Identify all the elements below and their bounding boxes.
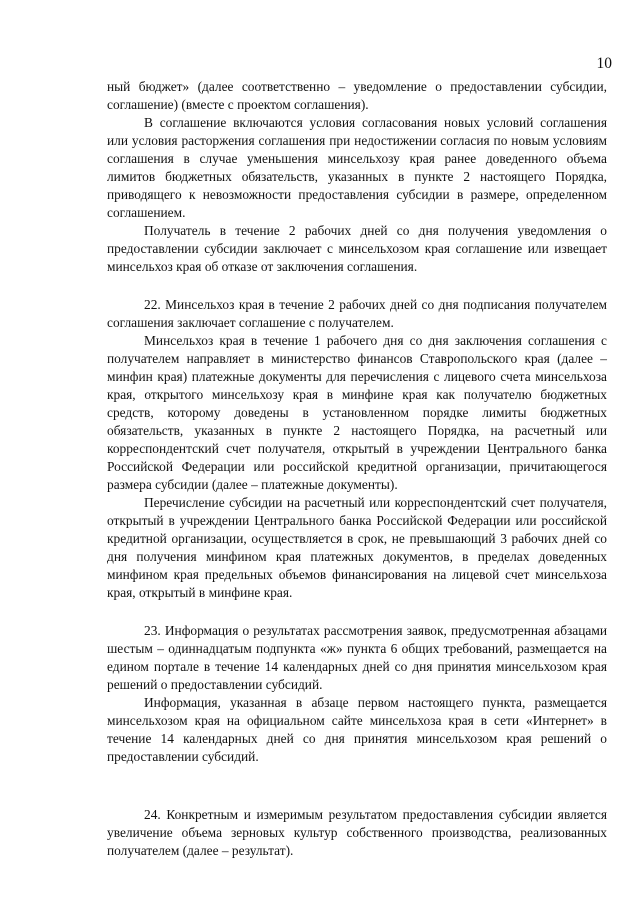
paragraph-agreement-conditions: В соглашение включаются условия согласования новых условий соглашения или условия расторжения соглашения при недостижении согласия по новым условиям соглашения в случае уменьшения минсельхозу края ранее доведенного объема лимитов бюджетных обязательств, указанных в пункте 2 настоящего Порядка, приводящего к невозможности предоставления субсидии в размере, определенном соглашением.	[107, 115, 607, 220]
document-body	[107, 78, 607, 860]
paragraph-clause-22: 22. Минсельхоз края в течение 2 рабочих дней со дня подписания получателем соглашения заключает соглашение с получателем.	[107, 297, 607, 330]
paragraph-clause-24: 24. Конкретным и измеримым результатом предоставления субсидии является увеличение объема зерновых культур собственного производства, реализованных получателем (далее – результат).	[107, 807, 607, 858]
paragraph-clause-23: 23. Информация о результатах рассмотрения заявок, предусмотренная абзацами шестым – одиннадцатым подпункта «ж» пункта 6 общих требований, размещается на едином портале в течение 14 календарных дней со дня принятия минсельхозом края решений о предоставлении субсидий.	[107, 623, 607, 692]
paragraph-information-posting: Информация, указанная в абзаце первом настоящего пункта, размещается минсельхозом края на официальном сайте минсельхоза края в сети «Интернет» в течение 14 календарных дней со дня принятия минсельхозом края решений о предоставлении субсидий.	[107, 695, 607, 764]
paragraph-payment-documents: Минсельхоз края в течение 1 рабочего дня со дня заключения соглашения с получателем направляет в министерство финансов Ставропольского края (далее – минфин края) платежные документы для перечисления с лицевого счета минсельхоза края, открытого минсельхозу края в минфине края как получателю бюджетных средств, которому доведены в установленном порядке лимиты бюджетных обязательств, указанных в пункте 2 настоящего Порядка, на расчетный или корреспондентский счет получателя, открытый в учреждении Центрального банка Российской Федерации или российской кредитной организации, причитающегося размера субсидии (далее – платежные документы).	[107, 333, 607, 492]
page-number: 10	[596, 55, 612, 72]
paragraph-recipient-agreement: Получатель в течение 2 рабочих дней со дня получения уведомления о предоставлении субсидии заключает с минсельхозом края соглашение или извещает минсельхоз края об отказе от заключения соглашения.	[107, 223, 607, 274]
paragraph-subsidy-transfer: Перечисление субсидии на расчетный или корреспондентский счет получателя, открытый в учреждении Центрального банка Российской Федерации или российской кредитной организации, осуществляется в срок, не превышающий 3 рабочих дней со дня получения минфином края платежных документов, в пределах доведенных минфином края предельных объемов финансирования на лицевой счет минсельхоза края, открытый в минфине края.	[107, 495, 607, 600]
paragraph-continuation: ный бюджет» (далее соответственно – уведомление о предоставлении субсидии, соглашение) (вместе с проектом соглашения).	[107, 79, 607, 112]
